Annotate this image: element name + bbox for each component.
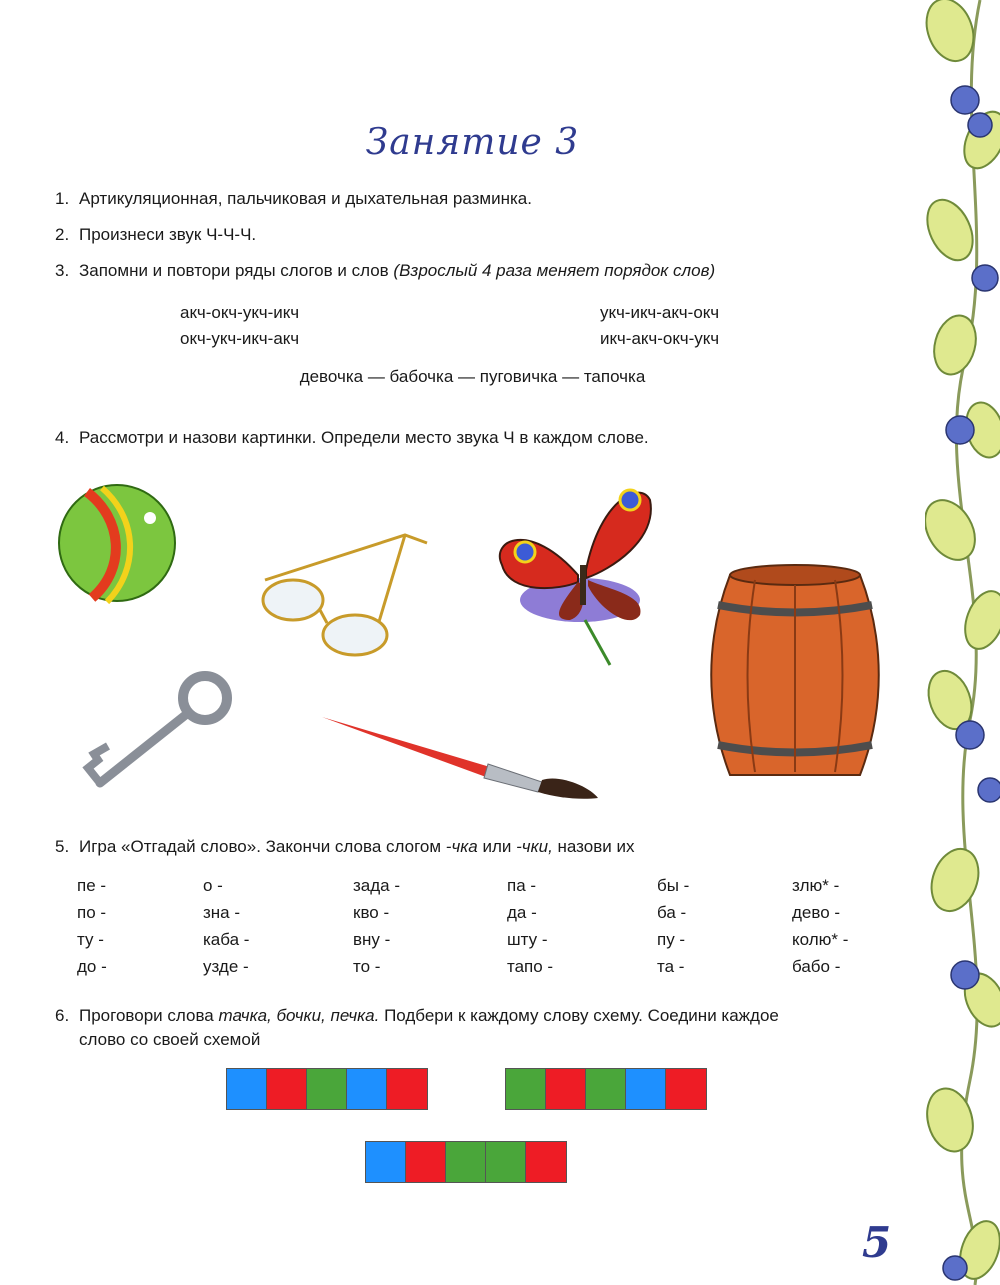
task-4-number: 4. xyxy=(55,428,70,447)
task-3-note: (Взрослый 4 раза меняет порядок слов) xyxy=(393,261,716,280)
paintbrush-picture xyxy=(320,712,600,802)
word-grid-column xyxy=(77,872,107,980)
word-stem: пу - xyxy=(657,930,686,949)
scheme-cell-green xyxy=(586,1069,626,1109)
syllable-row: акч-окч-укч-икч xyxy=(180,303,300,322)
task-1-text: Артикуляционная, пальчиковая и дыхательная разминка. xyxy=(79,189,532,208)
word-stem: пе - xyxy=(77,876,107,895)
scheme-cell-blue xyxy=(366,1142,406,1182)
task-5-text-end: назови их xyxy=(557,837,635,856)
word-grid-column xyxy=(792,872,848,980)
butterfly-picture xyxy=(490,470,675,670)
task-2-text: Произнеси звук Ч-Ч-Ч. xyxy=(79,225,257,244)
scheme-cell-red xyxy=(387,1069,427,1109)
task-5-text: Игра «Отгадай слово». Закончи слова слогом xyxy=(79,837,442,856)
word-stem: та - xyxy=(657,957,685,976)
task-1-number: 1. xyxy=(55,189,70,208)
word-stem: о - xyxy=(203,876,223,895)
task-5-suffix-2: -чки, xyxy=(516,837,553,856)
scheme-cell-blue xyxy=(626,1069,666,1109)
scheme-cell-red xyxy=(406,1142,446,1182)
word-stem: шту - xyxy=(507,930,548,949)
task-6-line-2: слово со своей схемой xyxy=(79,1030,261,1049)
syllables-left xyxy=(180,300,299,352)
word-stem: да - xyxy=(507,903,537,922)
word-stem: зна - xyxy=(203,903,241,922)
syllable-row: укч-икч-акч-окч xyxy=(600,303,720,322)
task-3 xyxy=(55,258,715,284)
task-6-number: 6. xyxy=(55,1006,70,1025)
word-stem: ту - xyxy=(77,930,104,949)
word-stem: по - xyxy=(77,903,107,922)
word-stem: ба - xyxy=(657,903,687,922)
sound-scheme-2[interactable] xyxy=(505,1068,707,1110)
task-3-number: 3. xyxy=(55,261,70,280)
scheme-cell-red xyxy=(546,1069,586,1109)
sound-scheme-1[interactable] xyxy=(226,1068,428,1110)
task-4-text: Рассмотри и назови картинки. Определи место звука Ч в каждом слове. xyxy=(79,428,649,447)
page-number: 5 xyxy=(862,1218,892,1267)
scheme-cell-blue xyxy=(227,1069,267,1109)
word-grid-column xyxy=(657,872,689,980)
ball-picture xyxy=(52,478,182,608)
word-stem: зада - xyxy=(353,876,401,895)
word-stem: до - xyxy=(77,957,107,976)
scheme-cell-red xyxy=(267,1069,307,1109)
word-stem: тапо - xyxy=(507,957,554,976)
decorative-vine-border xyxy=(925,0,1000,1285)
scheme-cell-green xyxy=(307,1069,347,1109)
task-6-text-cont: Подбери к каждому слову схему. Соедини каждое xyxy=(384,1006,779,1025)
word-stem: дево - xyxy=(792,903,841,922)
word-stem: кво - xyxy=(353,903,390,922)
syllable-row: икч-акч-окч-укч xyxy=(600,329,720,348)
scheme-cell-red xyxy=(666,1069,706,1109)
task-6 xyxy=(55,1003,779,1029)
page-title: Занятие 3 xyxy=(365,122,580,163)
scheme-cell-green xyxy=(446,1142,486,1182)
syllables-right xyxy=(600,300,719,352)
scheme-cell-blue xyxy=(347,1069,387,1109)
task-5-number: 5. xyxy=(55,837,70,856)
task-2 xyxy=(55,222,256,248)
task-5-text-or: или xyxy=(482,837,512,856)
word-stem: каба - xyxy=(203,930,250,949)
word-grid-column xyxy=(353,872,400,980)
task-2-number: 2. xyxy=(55,225,70,244)
word-stem: злю* - xyxy=(792,876,840,895)
task-6-text: Проговори слова xyxy=(79,1006,214,1025)
word-stem: колю* - xyxy=(792,930,849,949)
task-3-text: Запомни и повтори ряды слогов и слов xyxy=(79,261,389,280)
task-1 xyxy=(55,186,532,212)
scheme-cell-red xyxy=(526,1142,566,1182)
word-stem: узде - xyxy=(203,957,249,976)
key-picture xyxy=(80,668,235,798)
task-5 xyxy=(55,834,635,860)
scheme-cell-green xyxy=(506,1069,546,1109)
word-stem: бы - xyxy=(657,876,690,895)
word-stem: вну - xyxy=(353,930,391,949)
task-4 xyxy=(55,425,649,451)
word-stem: то - xyxy=(353,957,381,976)
task-6-words: тачка, бочки, печка. xyxy=(218,1006,380,1025)
word-stem: па - xyxy=(507,876,537,895)
word-grid-column xyxy=(203,872,249,980)
glasses-picture xyxy=(255,525,440,665)
sound-scheme-3[interactable] xyxy=(365,1141,567,1183)
word-grid-column xyxy=(507,872,553,980)
words-row: девочка — бабочка — пуговичка — тапочка xyxy=(299,367,646,386)
syllable-row: окч-укч-икч-акч xyxy=(180,329,300,348)
task-5-suffix-1: -чка xyxy=(445,837,478,856)
word-stem: бабо - xyxy=(792,957,841,976)
scheme-cell-green xyxy=(486,1142,526,1182)
barrel-picture xyxy=(710,560,880,785)
